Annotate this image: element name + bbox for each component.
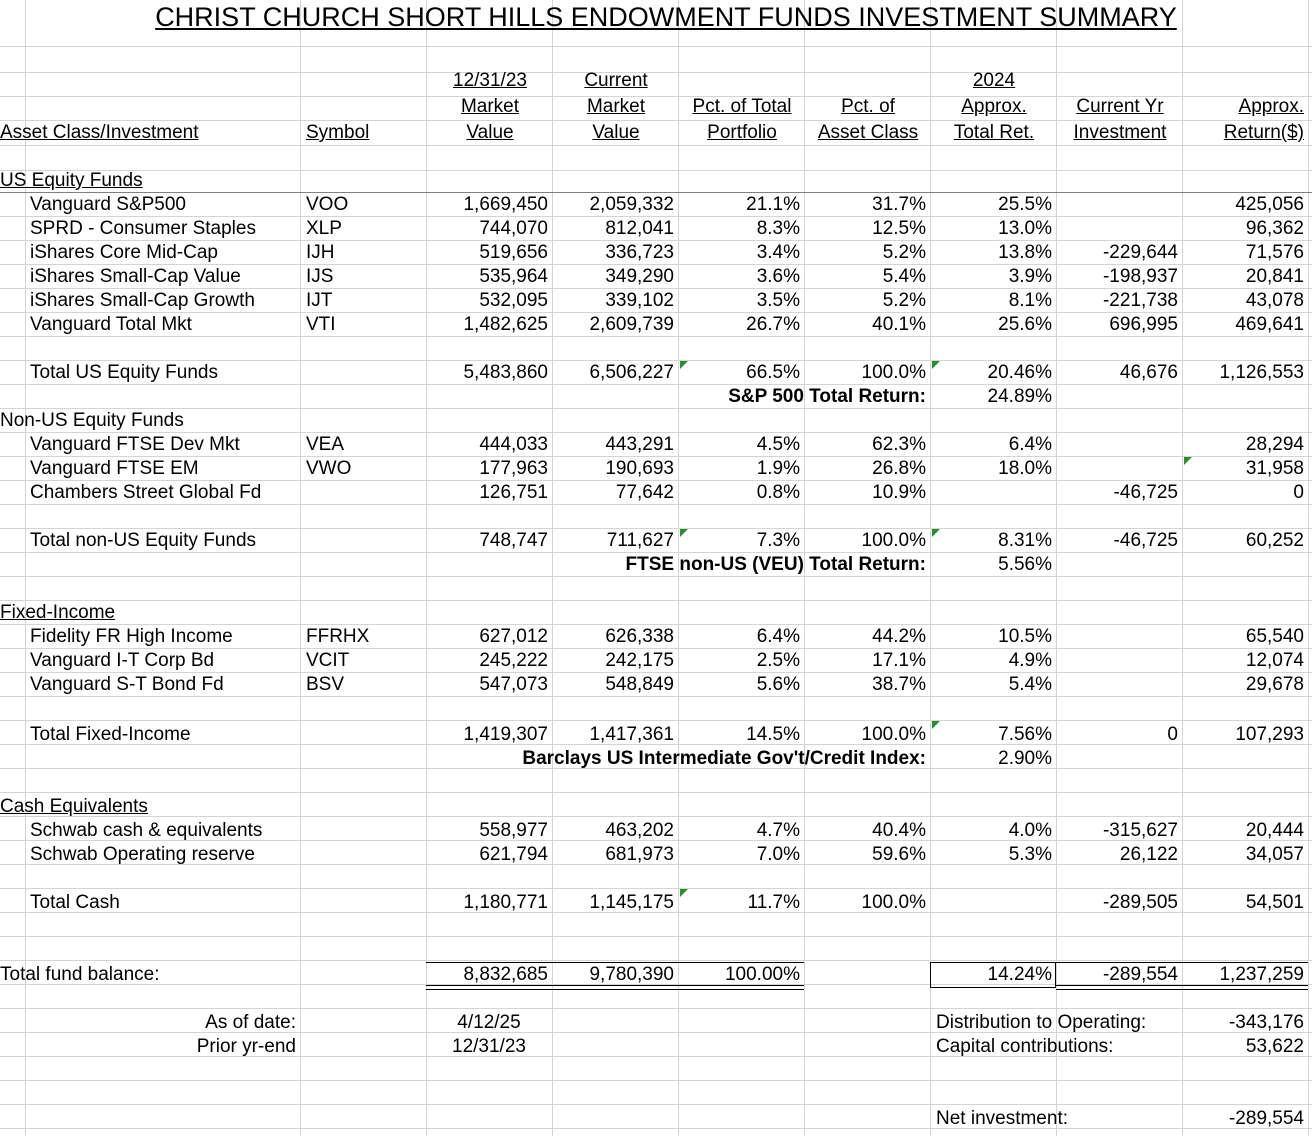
cell-pct-class: 5.2% (882, 290, 926, 311)
cell-mv2023: 519,656 (479, 242, 548, 263)
cell-cur-inv: 696,995 (1109, 314, 1178, 335)
cell-cur-inv: -229,644 (1102, 242, 1178, 263)
cell-pct-class: 40.1% (872, 314, 926, 335)
cell-mv2023: 621,794 (479, 844, 548, 865)
cell-pct-class: 26.8% (872, 458, 926, 479)
cell-mv2023: 177,963 (479, 458, 548, 479)
benchmark-barclays-value: 2.90% (998, 748, 1052, 769)
cell-cur-inv (1056, 458, 1178, 480)
cell-name: Vanguard FTSE Dev Mkt (30, 434, 240, 455)
grand-total-double-underline (426, 985, 804, 990)
grand-total-top-border (426, 962, 804, 963)
cell-pct-total: 4.5% (756, 434, 800, 455)
grand-total-top-border-right (1056, 962, 1308, 963)
cell-pct-total: 4.7% (756, 820, 800, 841)
cell-current: 349,290 (605, 266, 674, 287)
cell-symbol: VTI (306, 314, 336, 335)
cell-current: 711,627 (606, 530, 674, 551)
cell-mv2023: 547,073 (479, 674, 548, 695)
cell-total-ret: 5.3% (1008, 844, 1052, 865)
cell-mv2023: 535,964 (479, 266, 548, 287)
cell-total-ret: 8.1% (1008, 290, 1052, 311)
cell-approx-ret: 107,293 (1235, 724, 1304, 745)
grand-total-double-underline-right (1056, 985, 1308, 990)
cell-pct-class: 38.7% (872, 674, 926, 695)
cell-approx-ret: 425,056 (1235, 194, 1304, 215)
cell-mv2023: 1,482,625 (463, 314, 548, 335)
cell-pct-total: 1.9% (756, 458, 800, 479)
cell-current: 626,338 (605, 626, 674, 647)
cell-pct-class: 62.3% (872, 434, 926, 455)
cell-total-ret: 4.0% (1008, 820, 1052, 841)
cell-cur-inv (1056, 434, 1178, 456)
cell-total-ret: 8.31% (998, 530, 1052, 551)
cell-total-ret: 20.46% (987, 362, 1052, 383)
cell-symbol: VOO (306, 194, 349, 215)
cell-name: Schwab Operating reserve (30, 844, 255, 865)
comment-indicator (680, 361, 688, 369)
cell-pct-class: 59.6% (872, 844, 926, 865)
cell-approx-ret: 60,252 (1245, 530, 1304, 551)
header-current-1: Current (584, 70, 648, 91)
header-pct-class-2: Asset Class (817, 122, 919, 143)
cell-pct-total: 2.5% (756, 650, 800, 671)
cell-mv2023: 1,419,307 (463, 724, 548, 745)
cell-mv2023: 1,180,771 (463, 892, 548, 913)
grand-total-label: Total fund balance: (0, 964, 160, 985)
cell-symbol: FFRHX (306, 626, 370, 647)
grand-total-approx-ret: 1,237,259 (1219, 964, 1304, 985)
cell-name: Vanguard I-T Corp Bd (30, 650, 215, 671)
cell-pct-total: 3.6% (756, 266, 800, 287)
cell-total-ret: 6.4% (1008, 434, 1052, 455)
benchmark-veu-value: 5.56% (998, 554, 1052, 575)
cell-name: Total Cash (30, 892, 120, 913)
cell-mv2023: 627,012 (479, 626, 548, 647)
cell-current: 463,202 (605, 820, 674, 841)
net-investment-value: -289,554 (1228, 1108, 1304, 1129)
cell-name: Total US Equity Funds (30, 362, 218, 383)
cell-approx-ret: 96,362 (1245, 218, 1304, 239)
cell-mv2023: 558,977 (479, 820, 548, 841)
net-investment-label: Net investment: (936, 1108, 1068, 1129)
header-symbol: Symbol (306, 122, 370, 143)
cell-name: iShares Core Mid-Cap (30, 242, 218, 263)
comment-indicator (932, 529, 940, 537)
cell-name: Vanguard S&P500 (30, 194, 186, 215)
header-pct-total-1: Pct. of Total (692, 96, 792, 117)
benchmark-barclays-label: Barclays US Intermediate Gov't/Credit Index: (522, 748, 926, 769)
cell-total-ret: 18.0% (998, 458, 1052, 479)
header-total-ret-1: 2024 (972, 70, 1016, 91)
cell-cur-inv: -315,627 (1102, 820, 1178, 841)
cell-current: 1,417,361 (589, 724, 674, 745)
cell-symbol: IJT (306, 290, 333, 311)
cell-cur-inv: 46,676 (1119, 362, 1178, 383)
cell-total-ret (930, 482, 1052, 504)
cell-pct-class: 100.0% (861, 362, 926, 383)
cell-cur-inv: -221,738 (1102, 290, 1178, 311)
header-mv2023-3: Value (466, 122, 514, 143)
cell-mv2023: 532,095 (479, 290, 548, 311)
cell-pct-class: 100.0% (861, 530, 926, 551)
cell-name: Vanguard Total Mkt (30, 314, 192, 335)
header-cur-inv-1: Current Yr (1076, 96, 1164, 117)
cell-pct-class: 100.0% (861, 892, 926, 913)
cell-cur-inv: -289,505 (1102, 892, 1178, 913)
cell-approx-ret: 34,057 (1245, 844, 1304, 865)
sheet-title: CHRIST CHURCH SHORT HILLS ENDOWMENT FUNDS INVESTMENT SUMMARY (155, 2, 1177, 32)
cell-pct-total: 6.4% (756, 626, 800, 647)
header-pct-class-1: Pct. of (841, 96, 895, 117)
cell-pct-class: 5.2% (882, 242, 926, 263)
cell-total-ret: 3.9% (1008, 266, 1052, 287)
grand-total-pct: 100.00% (724, 964, 800, 985)
cell-approx-ret: 1,126,553 (1219, 362, 1304, 383)
comment-indicator (932, 721, 940, 729)
section-fixed-income: Fixed-Income (0, 602, 116, 623)
cell-name: iShares Small-Cap Value (30, 266, 241, 287)
cell-pct-total: 66.5% (746, 362, 800, 383)
comment-indicator (1184, 457, 1192, 465)
cell-pct-total: 0.8% (756, 482, 800, 503)
cell-approx-ret: 20,444 (1245, 820, 1304, 841)
cell-pct-total: 14.5% (746, 724, 800, 745)
cell-current: 190,693 (605, 458, 674, 479)
header-current-2: Market (586, 96, 646, 117)
header-approx-ret-2: Return($) (1223, 122, 1304, 143)
cell-mv2023: 126,751 (479, 482, 548, 503)
cell-pct-total: 8.3% (756, 218, 800, 239)
comment-indicator (680, 529, 688, 537)
header-pct-total-2: Portfolio (707, 122, 777, 143)
cell-total-ret: 13.8% (998, 242, 1052, 263)
benchmark-sp500-value: 24.89% (987, 386, 1052, 407)
cell-pct-class: 40.4% (872, 820, 926, 841)
comment-indicator (680, 889, 688, 897)
cell-cur-inv (1056, 218, 1178, 240)
cell-pct-total: 21.1% (746, 194, 800, 215)
cell-current: 548,849 (605, 674, 674, 695)
prior-date: 12/31/23 (452, 1036, 526, 1057)
cell-cur-inv (1056, 674, 1178, 696)
header-cur-inv-2: Investment (1073, 122, 1167, 143)
cell-cur-inv (1056, 194, 1178, 216)
cell-total-ret: 25.6% (998, 314, 1052, 335)
cell-current: 339,102 (605, 290, 674, 311)
header-asset: Asset Class/Investment (0, 122, 199, 143)
cell-current: 681,973 (605, 844, 674, 865)
total-return-box (930, 962, 1056, 988)
grand-total-mv2023: 8,832,685 (463, 964, 548, 985)
cell-mv2023: 444,033 (479, 434, 548, 455)
cell-pct-total: 3.5% (756, 290, 800, 311)
cell-approx-ret: 31,958 (1245, 458, 1304, 479)
cell-pct-class: 100.0% (861, 724, 926, 745)
cell-approx-ret: 469,641 (1235, 314, 1304, 335)
cell-pct-class: 5.4% (882, 266, 926, 287)
as-of-label: As of date: (205, 1012, 296, 1033)
cell-current: 336,723 (605, 242, 674, 263)
cell-name: Chambers Street Global Fd (30, 482, 262, 503)
section-us-equity: US Equity Funds (0, 170, 143, 191)
cell-name: Total non-US Equity Funds (30, 530, 257, 551)
cell-current: 2,609,739 (589, 314, 674, 335)
cell-name: SPRD - Consumer Staples (30, 218, 256, 239)
contributions-label: Capital contributions: (936, 1036, 1114, 1057)
cell-current: 77,642 (615, 482, 674, 503)
header-approx-ret-1: Approx. (1238, 96, 1304, 117)
cell-total-ret (930, 892, 1052, 914)
cell-approx-ret: 0 (1293, 482, 1304, 503)
header-mv2023-1: 12/31/23 (453, 70, 527, 91)
distribution-label: Distribution to Operating: (936, 1012, 1147, 1033)
cell-symbol: IJS (306, 266, 334, 287)
cell-symbol: VEA (306, 434, 345, 455)
grand-total-ret: 14.24% (987, 964, 1052, 985)
benchmark-sp500-label: S&P 500 Total Return: (728, 386, 926, 407)
header-current-3: Value (592, 122, 640, 143)
cell-total-ret: 7.56% (998, 724, 1052, 745)
cell-pct-total: 5.6% (756, 674, 800, 695)
cell-total-ret: 10.5% (998, 626, 1052, 647)
cell-mv2023: 1,669,450 (463, 194, 548, 215)
cell-name: Schwab cash & equivalents (30, 820, 263, 841)
cell-symbol: BSV (306, 674, 345, 695)
cell-symbol: IJH (306, 242, 335, 263)
cell-pct-total: 26.7% (746, 314, 800, 335)
cell-cur-inv: -46,725 (1113, 482, 1178, 503)
cell-current: 2,059,332 (589, 194, 674, 215)
section-non-us-equity: Non-US Equity Funds (0, 410, 184, 431)
cell-total-ret: 13.0% (998, 218, 1052, 239)
cell-symbol (306, 844, 424, 866)
cell-approx-ret: 71,576 (1245, 242, 1304, 263)
cell-pct-class: 17.1% (872, 650, 926, 671)
cell-current: 6,506,227 (589, 362, 674, 383)
cell-pct-class: 44.2% (872, 626, 926, 647)
cell-total-ret: 25.5% (998, 194, 1052, 215)
cell-pct-class: 12.5% (872, 218, 926, 239)
cell-cur-inv: 0 (1167, 724, 1178, 745)
distribution-value: -343,176 (1228, 1012, 1304, 1033)
cell-approx-ret: 20,841 (1245, 266, 1304, 287)
section-cash: Cash Equivalents (0, 796, 148, 817)
cell-cur-inv: -46,725 (1113, 530, 1178, 551)
cell-total-ret: 5.4% (1008, 674, 1052, 695)
cell-cur-inv: 26,122 (1119, 844, 1178, 865)
cell-cur-inv (1056, 650, 1178, 672)
cell-current: 812,041 (605, 218, 674, 239)
cell-approx-ret: 28,294 (1245, 434, 1304, 455)
cell-symbol: VCIT (306, 650, 350, 671)
cell-cur-inv: -198,937 (1102, 266, 1178, 287)
as-of-date: 4/12/25 (457, 1012, 521, 1033)
cell-mv2023: 744,070 (479, 218, 548, 239)
header-total-ret-2: Approx. (961, 96, 1027, 117)
cell-total-ret: 4.9% (1008, 650, 1052, 671)
grand-total-current: 9,780,390 (589, 964, 674, 985)
cell-name: Fidelity FR High Income (30, 626, 233, 647)
header-mv2023-2: Market (460, 96, 520, 117)
cell-current: 1,145,175 (589, 892, 674, 913)
comment-indicator (932, 361, 940, 369)
prior-label: Prior yr-end (196, 1036, 296, 1057)
cell-mv2023: 5,483,860 (463, 362, 548, 383)
cell-pct-class: 10.9% (872, 482, 926, 503)
cell-symbol (306, 482, 424, 504)
cell-pct-class: 31.7% (872, 194, 926, 215)
cell-current: 242,175 (605, 650, 674, 671)
benchmark-veu-label: FTSE non-US (VEU) Total Return: (625, 554, 926, 575)
cell-pct-total: 11.7% (747, 892, 800, 913)
cell-approx-ret: 54,501 (1245, 892, 1304, 913)
cell-pct-total: 7.3% (756, 530, 800, 551)
header-total-ret-3: Total Ret. (953, 122, 1035, 143)
cell-name: iShares Small-Cap Growth (30, 290, 255, 311)
cell-pct-total: 3.4% (756, 242, 800, 263)
cell-approx-ret: 43,078 (1245, 290, 1304, 311)
cell-current: 443,291 (605, 434, 674, 455)
cell-symbol: VWO (306, 458, 352, 479)
cell-name: Total Fixed-Income (30, 724, 191, 745)
cell-name: Vanguard S-T Bond Fd (30, 674, 224, 695)
cell-mv2023: 748,747 (479, 530, 548, 551)
cell-pct-total: 7.0% (756, 844, 800, 865)
contributions-value: 53,622 (1245, 1036, 1304, 1057)
cell-name: Vanguard FTSE EM (30, 458, 199, 479)
cell-mv2023: 245,222 (479, 650, 548, 671)
cell-approx-ret: 29,678 (1245, 674, 1304, 695)
cell-approx-ret: 12,074 (1245, 650, 1304, 671)
cell-symbol: XLP (306, 218, 342, 239)
grand-total-cur-inv: -289,554 (1102, 964, 1178, 985)
cell-symbol (306, 820, 424, 842)
cell-cur-inv (1056, 626, 1178, 648)
cell-approx-ret: 65,540 (1245, 626, 1304, 647)
